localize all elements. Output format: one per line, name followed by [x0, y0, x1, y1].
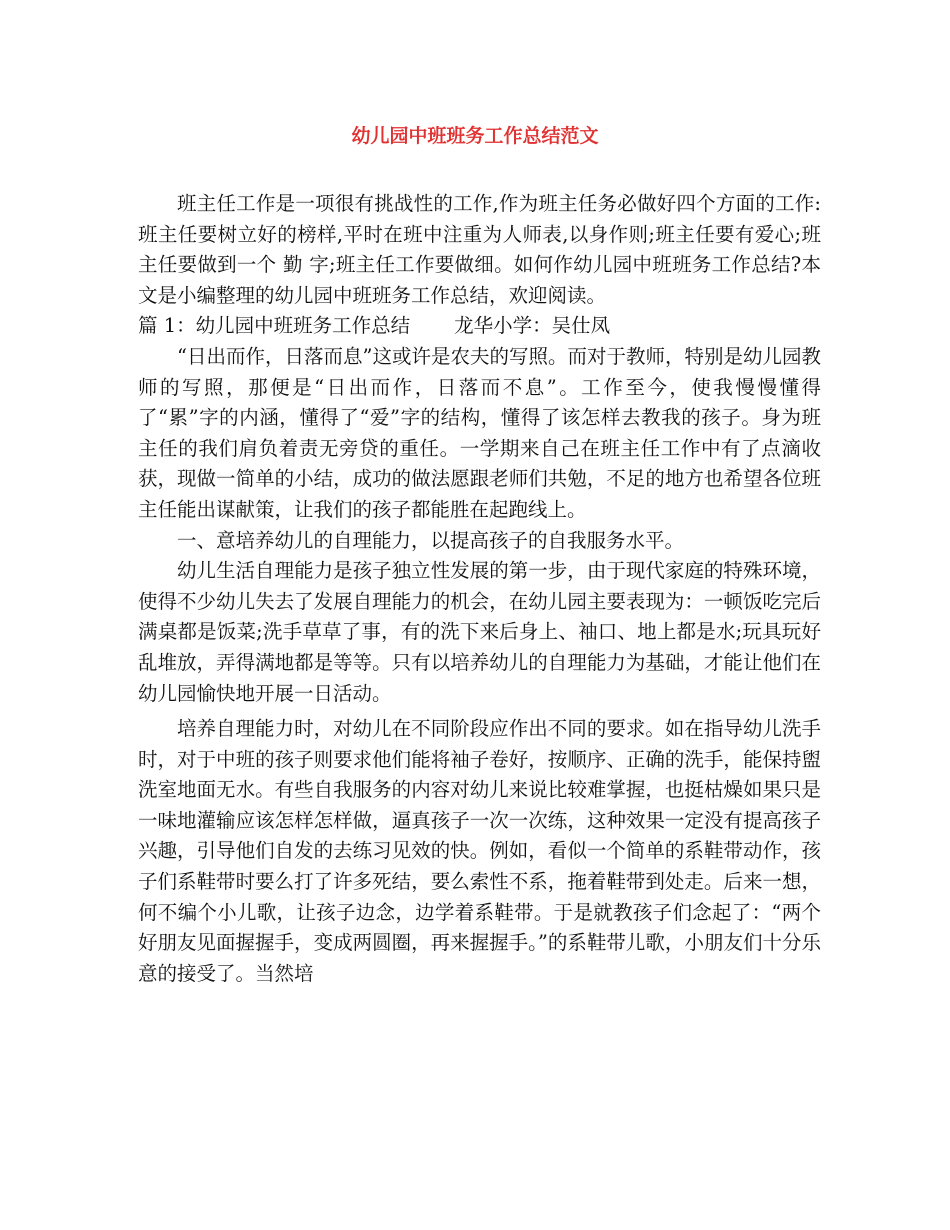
body-paragraph: 幼儿生活自理能力是孩子独立性发展的第一步，由于现代家庭的特殊环境，使得不少幼儿失去了发展自理能力的机会，在幼儿园主要表现为：一顿饭吃完后满桌都是饭菜;洗手草草了事，有的洗下来后身上、袖口、地上都是水;玩具玩好乱堆放，弄得满地都是等等。只有以培养幼儿的自理能力为基础，才能让他们在幼儿园愉快地开展一日活动。 — [138, 559, 821, 705]
document-body — [138, 189, 821, 989]
section-heading: 篇 1：幼儿园中班班务工作总结 — [138, 314, 411, 338]
document-title: 幼儿园中班班务工作总结范文 — [351, 125, 599, 147]
section-byline — [138, 311, 821, 342]
intro-paragraph: 班主任工作是一项很有挑战性的工作,作为班主任务必做好四个方面的工作:班主任要树立好的榜样,平时在班中注重为人师表,以身作则;班主任要有爱心;班主任要做到一个 勤 字;班主任工作要做细。如何作幼儿园中班班务工作总结?本文是小编整理的幼儿园中班班务工作总结，欢迎阅读。 — [138, 192, 822, 307]
section-heading-one: 一、意培养幼儿的自理能力，以提高孩子的自我服务水平。 — [177, 528, 685, 552]
body-paragraph: “日出而作，日落而息”这或许是农夫的写照。而对于教师，特别是幼儿园教师的写照，那便是“日出而作，日落而不息”。工作至今，使我慢慢懂得了“累”字的内涵，懂得了“爱”字的结构，懂得了该怎样去教我的孩子。身为班主任的我们肩负着责无旁贷的重任。一学期来自己在班主任工作中有了点滴收获，现做一简单的小结，成功的做法愿跟老师们共勉，不足的地方也希望各位班主任能出谋献策，让我们的孩子都能胜在起跑线上。 — [138, 344, 821, 521]
body-paragraph: 培养自理能力时，对幼儿在不同阶段应作出不同的要求。如在指导幼儿洗手时，对于中班的孩子则要求他们能将袖子卷好，按顺序、正确的洗手，能保持盥洗室地面无水。有些自我服务的内容对幼儿来说比较难掌握，也挺枯燥如果只是一味地灌输应该怎样怎样做，逼真孩子一次一次练，这种效果一定没有提高孩子兴趣，引导他们自发的去练习见效的快。例如，看似一个简单的系鞋带动作，孩子们系鞋带时要么打了许多死结，要么索性不系，拖着鞋带到处走。后来一想，何不编个小儿歌，让孩子边念，边学着系鞋带。于是就教孩子们念起了：“两个好朋友见面握握手，变成两圆圈，再来握握手。”的系鞋带儿歌，小朋友们十分乐意的接受了。当然培 — [138, 717, 821, 985]
author-line: 龙华小学：吴仕凤 — [454, 314, 611, 338]
